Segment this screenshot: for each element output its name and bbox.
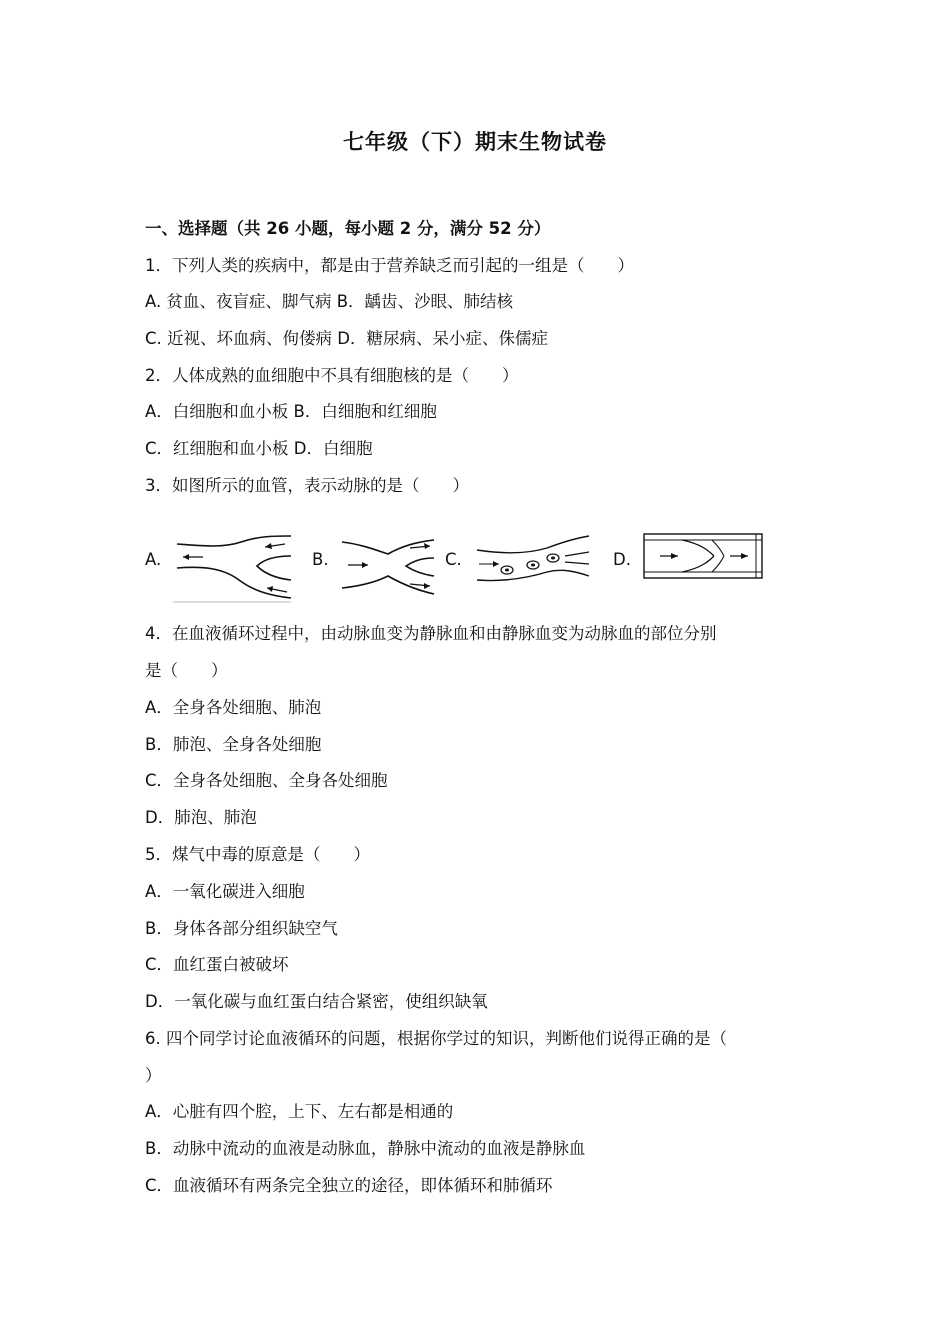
q5-option-b: B．身体各部分组织缺空气 [145, 919, 338, 938]
q4-option-c: C．全身各处细胞、全身各处细胞 [145, 771, 388, 790]
q5-option-a: A．一氧化碳进入细胞 [145, 882, 305, 901]
page-title: 七年级（下）期末生物试卷 [343, 130, 607, 154]
q3-label-c: C. [445, 550, 462, 569]
q6-option-c: C．血液循环有两条完全独立的途径，即体循环和肺循环 [145, 1176, 553, 1195]
q4-option-d: D．肺泡、肺泡 [145, 808, 257, 827]
q3-label-b: B. [312, 550, 329, 569]
q6-option-b: B．动脉中流动的血液是动脉血，静脉中流动的血液是静脉血 [145, 1139, 586, 1158]
q6-option-a: A．心脏有四个腔，上下、左右都是相通的 [145, 1102, 454, 1121]
q1-options-ab: A. 贫血、夜盲症、脚气病 B．龋齿、沙眼、肺结核 [145, 292, 514, 311]
q1-stem: 1．下列人类的疾病中，都是由于营养缺乏而引起的一组是（ ） [145, 256, 634, 275]
vessel-c-figure [473, 532, 591, 604]
q2-options-cd: C．红细胞和血小板 D．白细胞 [145, 439, 373, 458]
q6-stem-line2: ） [145, 1066, 162, 1085]
q5-option-d: D．一氧化碳与血红蛋白结合紧密，使组织缺氧 [145, 992, 488, 1011]
q1-options-cd: C. 近视、坏血病、佝偻病 D．糖尿病、呆小症、侏儒症 [145, 329, 548, 348]
section-heading: 一、选择题（共 26 小题，每小题 2 分，满分 52 分） [145, 219, 551, 238]
q2-options-ab: A．白细胞和血小板 B．白细胞和红细胞 [145, 402, 437, 421]
q4-stem-line2: 是（ ） [145, 661, 228, 680]
q2-stem: 2．人体成熟的血细胞中不具有细胞核的是（ ） [145, 366, 519, 385]
vessel-b-figure [340, 532, 435, 604]
q3-label-a: A. [145, 550, 162, 569]
vessel-d-figure [642, 532, 766, 582]
q4-option-a: A．全身各处细胞、肺泡 [145, 698, 322, 717]
q3-figure-row [145, 532, 785, 604]
q4-stem-line1: 4．在血液循环过程中，由动脉血变为静脉血和由静脉血变为动脉血的部位分别 [145, 624, 717, 643]
q3-label-d: D. [613, 550, 631, 569]
q6-stem-line1: 6. 四个同学讨论血液循环的问题，根据你学过的知识，判断他们说得正确的是（ [145, 1029, 727, 1048]
q4-option-b: B．肺泡、全身各处细胞 [145, 735, 322, 754]
q5-option-c: C．血红蛋白被破坏 [145, 955, 289, 974]
vessel-a-figure [173, 532, 293, 604]
q5-stem: 5．煤气中毒的原意是（ ） [145, 845, 370, 864]
q3-stem: 3．如图所示的血管，表示动脉的是（ ） [145, 476, 469, 495]
